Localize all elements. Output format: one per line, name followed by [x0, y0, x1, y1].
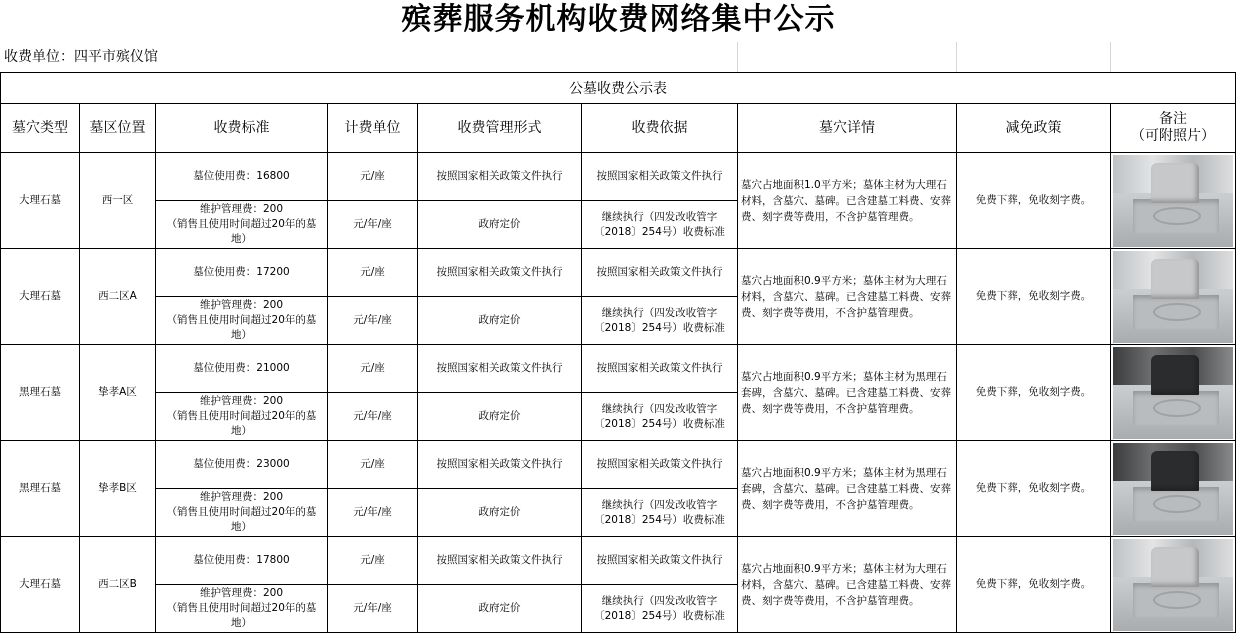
cell-photo: [1111, 537, 1236, 633]
cell-fee-unit: 元/座: [328, 249, 418, 297]
grid-divider: [956, 42, 957, 72]
cell-mgmt-form: 政府定价: [418, 489, 582, 537]
table-row: [1, 537, 1236, 585]
cell-detail: 墓穴占地面积0.9平方米；墓体主材为黑理石套碑，含墓穴、墓碑。已含建墓工料费、安葬费、刻字费等费用，不含护墓管理费。: [738, 441, 957, 537]
cell-mgmt-basis: 继续执行（四发改收管字〔2018〕254号）收费标准: [582, 393, 738, 441]
table-row: [1, 249, 1236, 297]
header-form: 收费管理形式: [418, 104, 582, 153]
header-standard: 收费标准: [156, 104, 328, 153]
cell-fee-basis: 按照国家相关政策文件执行: [582, 345, 738, 393]
cell-photo: [1111, 153, 1236, 249]
cell-fee-unit: 元/座: [328, 345, 418, 393]
cell-fee-basis: 按照国家相关政策文件执行: [582, 441, 738, 489]
cell-mgmt-line1: 维护管理费：200: [199, 203, 284, 215]
cell-type: 黑理石墓: [1, 345, 80, 441]
cell-area: 挚孝B区: [80, 441, 156, 537]
cell-policy: 免费下葬，免收刻字费。: [957, 249, 1111, 345]
header-basis: 收费依据: [582, 104, 738, 153]
cell-mgmt-basis: 继续执行（四发改收管字〔2018〕254号）收费标准: [582, 585, 738, 633]
cell-policy: 免费下葬，免收刻字费。: [957, 537, 1111, 633]
cell-mgmt-basis: 继续执行（四发改收管字〔2018〕254号）收费标准: [582, 489, 738, 537]
header-remark: [1111, 104, 1236, 153]
cell-area: 西二区B: [80, 537, 156, 633]
cell-mgmt-unit: 元/年/座: [328, 201, 418, 249]
cell-detail: 墓穴占地面积0.9平方米；墓体主材为大理石材料，含墓穴、墓碑。已含建墓工料费、安葬费、刻字费等费用，不含护墓管理费。: [738, 537, 957, 633]
cell-mgmt-unit: 元/年/座: [328, 393, 418, 441]
cell-mgmt: [156, 393, 328, 441]
header-area: 墓区位置: [80, 104, 156, 153]
cell-detail: 墓穴占地面积1.0平方米；墓体主材为大理石材料，含墓穴、墓碑。已含建墓工料费、安葬费、刻字费等费用，不含护墓管理费。: [738, 153, 957, 249]
cell-mgmt-basis: 继续执行（四发改收管字〔2018〕254号）收费标准: [582, 297, 738, 345]
cell-fee: 墓位使用费：16800: [156, 153, 328, 201]
header-remark-line2: （可附照片）: [1131, 128, 1216, 144]
cell-fee-form: 按照国家相关政策文件执行: [418, 249, 582, 297]
grave-photo-black: [1113, 347, 1233, 439]
cell-photo: [1111, 249, 1236, 345]
cell-mgmt-line2: （销售且使用时间超过20年的墓地）: [166, 506, 317, 533]
cell-mgmt-form: 政府定价: [418, 393, 582, 441]
cell-mgmt-unit: 元/年/座: [328, 297, 418, 345]
page-title: 殡葬服务机构收费网络集中公示: [401, 2, 836, 37]
cell-fee-basis: 按照国家相关政策文件执行: [582, 153, 738, 201]
cell-mgmt-form: 政府定价: [418, 297, 582, 345]
cell-mgmt-form: 政府定价: [418, 201, 582, 249]
cell-fee-unit: 元/座: [328, 153, 418, 201]
fee-table: [0, 72, 1236, 633]
cell-fee: 墓位使用费：17800: [156, 537, 328, 585]
cell-mgmt-line1: 维护管理费：200: [199, 587, 284, 599]
cell-type: 大理石墓: [1, 537, 80, 633]
cell-mgmt: [156, 297, 328, 345]
cell-mgmt: [156, 585, 328, 633]
header-unit: 计费单位: [328, 104, 418, 153]
cell-mgmt-line2: （销售且使用时间超过20年的墓地）: [166, 218, 317, 245]
cell-mgmt-line2: （销售且使用时间超过20年的墓地）: [166, 314, 317, 341]
table-title: 公墓收费公示表: [1, 73, 1236, 104]
cell-fee-basis: 按照国家相关政策文件执行: [582, 249, 738, 297]
table-header-row: [1, 104, 1236, 153]
cell-mgmt-line2: （销售且使用时间超过20年的墓地）: [166, 602, 317, 629]
cell-mgmt-line1: 维护管理费：200: [199, 395, 284, 407]
unit-label: 收费单位：四平市殡仪馆: [4, 49, 158, 65]
cell-area: 西二区A: [80, 249, 156, 345]
cell-mgmt-unit: 元/年/座: [328, 489, 418, 537]
grave-photo-black: [1113, 443, 1233, 535]
grave-photo-marble: [1113, 251, 1233, 343]
cell-detail: 墓穴占地面积0.9平方米；墓体主材为大理石材料，含墓穴、墓碑。已含建墓工料费、安葬费、刻字费等费用，不含护墓管理费。: [738, 249, 957, 345]
cell-detail: 墓穴占地面积0.9平方米；墓体主材为黑理石套碑，含墓穴、墓碑。已含建墓工料费、安葬费、刻字费等费用，不含护墓管理费。: [738, 345, 957, 441]
grave-photo-marble: [1113, 539, 1233, 631]
cell-policy: 免费下葬，免收刻字费。: [957, 441, 1111, 537]
table-row: [1, 153, 1236, 201]
table-row: [1, 345, 1236, 393]
header-type: 墓穴类型: [1, 104, 80, 153]
cell-type: 大理石墓: [1, 249, 80, 345]
cell-mgmt-line1: 维护管理费：200: [199, 491, 284, 503]
cell-fee-form: 按照国家相关政策文件执行: [418, 441, 582, 489]
cell-type: 黑理石墓: [1, 441, 80, 537]
cell-fee-unit: 元/座: [328, 441, 418, 489]
table-row: [1, 441, 1236, 489]
cell-policy: 免费下葬，免收刻字费。: [957, 345, 1111, 441]
cell-fee: 墓位使用费：23000: [156, 441, 328, 489]
cell-mgmt: [156, 201, 328, 249]
grid-divider: [737, 42, 738, 72]
cell-photo: [1111, 345, 1236, 441]
cell-area: 西一区: [80, 153, 156, 249]
cell-mgmt-basis: 继续执行（四发改收管字〔2018〕254号）收费标准: [582, 201, 738, 249]
grave-photo-marble: [1113, 155, 1233, 247]
cell-mgmt: [156, 489, 328, 537]
cell-fee-form: 按照国家相关政策文件执行: [418, 153, 582, 201]
header-remark-line1: 备注: [1159, 111, 1188, 127]
cell-fee-unit: 元/座: [328, 537, 418, 585]
cell-mgmt-form: 政府定价: [418, 585, 582, 633]
cell-mgmt-unit: 元/年/座: [328, 585, 418, 633]
cell-fee: 墓位使用费：21000: [156, 345, 328, 393]
cell-mgmt-line1: 维护管理费：200: [199, 299, 284, 311]
cell-policy: 免费下葬，免收刻字费。: [957, 153, 1111, 249]
header-detail: 墓穴详情: [738, 104, 957, 153]
cell-mgmt-line2: （销售且使用时间超过20年的墓地）: [166, 410, 317, 437]
cell-photo: [1111, 441, 1236, 537]
cell-fee-form: 按照国家相关政策文件执行: [418, 537, 582, 585]
cell-type: 大理石墓: [1, 153, 80, 249]
cell-area: 挚孝A区: [80, 345, 156, 441]
cell-fee-basis: 按照国家相关政策文件执行: [582, 537, 738, 585]
header-policy: 减免政策: [957, 104, 1111, 153]
grid-divider: [1110, 42, 1111, 72]
cell-fee: 墓位使用费：17200: [156, 249, 328, 297]
unit-row: [0, 42, 1237, 72]
cell-fee-form: 按照国家相关政策文件执行: [418, 345, 582, 393]
